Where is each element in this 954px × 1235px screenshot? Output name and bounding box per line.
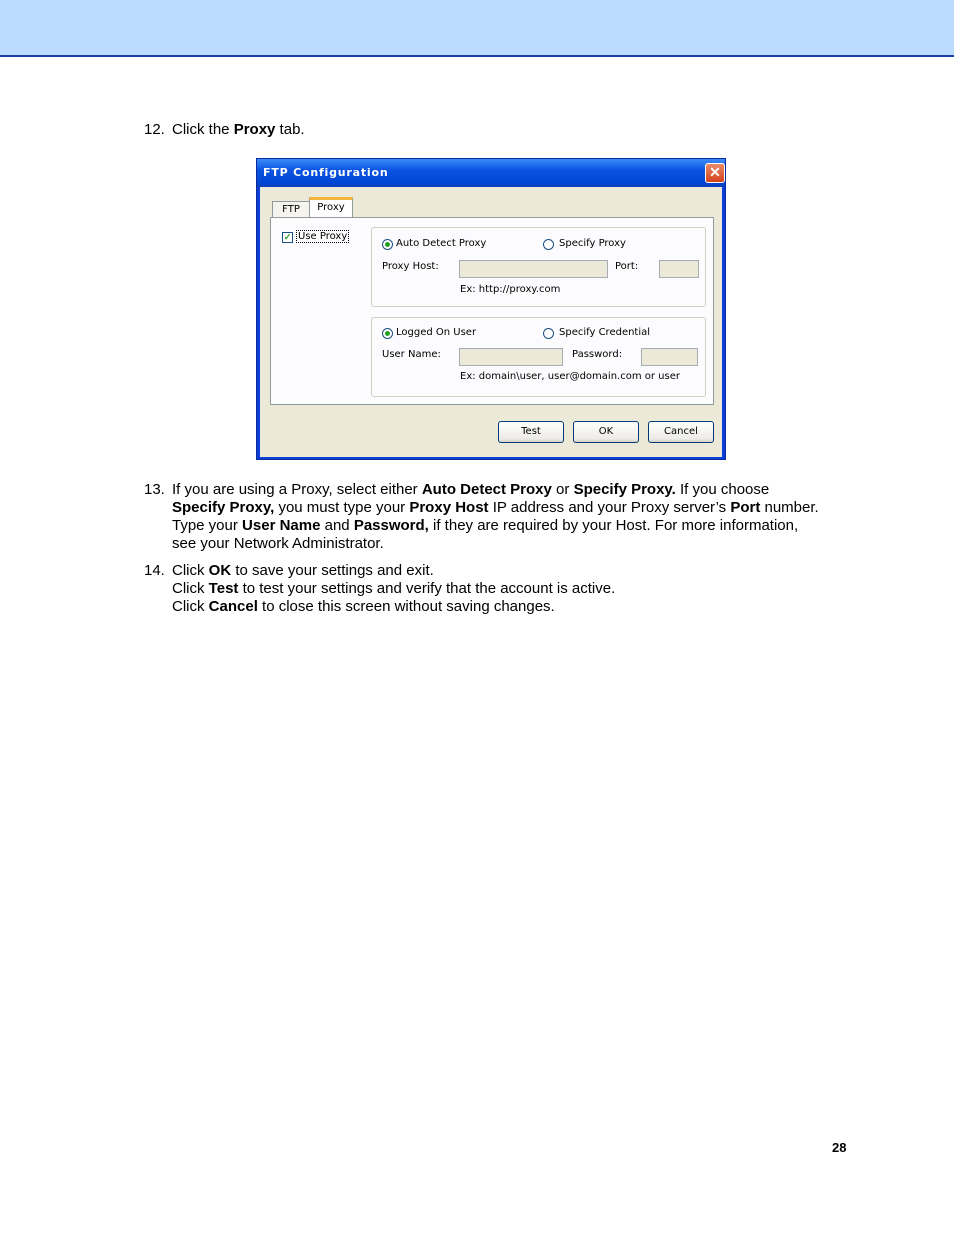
close-icon: ✕ [709, 164, 721, 180]
step-number: 13. [144, 481, 165, 498]
user-name-label: User Name: [382, 349, 441, 360]
ok-button[interactable]: OK [573, 421, 639, 443]
password-label: Password: [572, 349, 623, 360]
cancel-button[interactable]: Cancel [648, 421, 714, 443]
user-name-input[interactable] [459, 348, 563, 366]
auto-detect-proxy-radio[interactable] [382, 239, 393, 250]
ftp-configuration-dialog [256, 158, 726, 460]
header-band [0, 0, 954, 57]
proxy-tab-panel [270, 217, 714, 405]
tab-ftp[interactable]: FTP [272, 201, 310, 217]
page-number: 28 [832, 1140, 847, 1155]
specify-credential-radio[interactable] [543, 328, 554, 339]
tab-proxy[interactable]: Proxy [309, 197, 353, 217]
credential-example: Ex: domain\user, user@domain.com or user [460, 371, 680, 382]
password-input[interactable] [641, 348, 698, 366]
specify-credential-label: Specify Credential [559, 327, 651, 338]
proxy-host-label: Proxy Host: [382, 261, 439, 272]
proxy-server-group [371, 227, 706, 307]
step-number: 14. [144, 562, 165, 579]
logged-on-user-radio[interactable] [382, 328, 393, 339]
specify-proxy-label: Specify Proxy [559, 238, 626, 249]
dialog-client-area [260, 187, 722, 457]
logged-on-user-label: Logged On User [396, 327, 477, 338]
port-label: Port: [615, 261, 639, 272]
proxy-host-example: Ex: http://proxy.com [460, 284, 561, 295]
proxy-host-input[interactable] [459, 260, 608, 278]
title-bar[interactable] [257, 159, 725, 187]
close-button[interactable] [705, 163, 725, 183]
dialog-title: FTP Configuration [263, 166, 389, 179]
use-proxy-label[interactable]: Use Proxy [298, 231, 348, 242]
credential-group [371, 317, 706, 397]
specify-proxy-radio[interactable] [543, 239, 554, 250]
auto-detect-proxy-label: Auto Detect Proxy [396, 238, 487, 249]
use-proxy-checkbox[interactable]: ✓ [283, 232, 292, 242]
test-button[interactable]: Test [498, 421, 564, 443]
port-input[interactable] [659, 260, 699, 278]
step-number: 12. [144, 121, 165, 138]
